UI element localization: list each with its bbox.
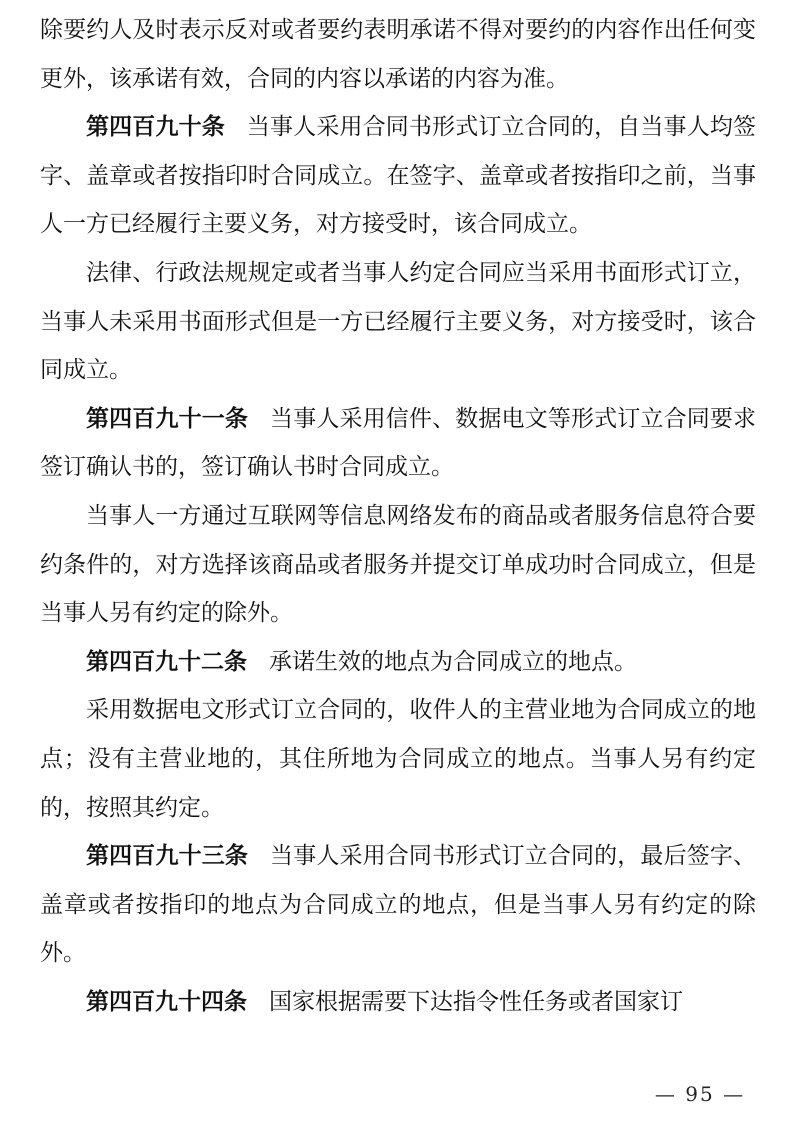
- article-number: 第四百九十二条: [86, 648, 247, 675]
- paragraph-text: 除要约人及时表示反对或者要约表明承诺不得对要约的内容作出任何变更外，该承诺有效，合同的内容以承诺的内容为准。: [40, 17, 756, 92]
- article-text: 国家根据需要下达指令性任务或者国家订: [269, 988, 683, 1015]
- article-493: [40, 832, 756, 978]
- article-number: 第四百九十条: [86, 114, 225, 141]
- paragraph-490-2: [40, 249, 756, 395]
- paragraph-text: 当事人一方通过互联网等信息网络发布的商品或者服务信息符合要约条件的，对方选择该商品或者服务并提交订单成功时合同成立，但是当事人另有约定的除外。: [40, 502, 756, 627]
- article-490: [40, 103, 756, 249]
- article-number: 第四百九十三条: [86, 843, 249, 870]
- article-494: [40, 978, 756, 1027]
- article-text: 当事人采用信件、数据电文等形式订立合同要求签订确认书的，签订确认书时合同成立。: [40, 405, 757, 481]
- paragraph-491-2: [40, 492, 756, 638]
- paragraph-text: 采用数据电文形式订立合同的，收件人的主营业地为合同成立的地点；没有主营业地的，其住所地为合同成立的地点。当事人另有约定的，按照其约定。: [40, 697, 756, 821]
- paragraph-continuation: [40, 6, 756, 103]
- paragraph-492-2: [40, 686, 756, 832]
- article-text: 承诺生效的地点为合同成立的地点。: [269, 648, 637, 675]
- paragraph-text: 法律、行政法规规定或者当事人约定合同应当采用书面形式订立，当事人未采用书面形式但是一方已经履行主要义务，对方接受时，该合同成立。: [40, 259, 756, 384]
- article-number: 第四百九十四条: [86, 988, 247, 1015]
- article-number: 第四百九十一条: [86, 405, 249, 432]
- article-text: 当事人采用合同书形式订立合同的，最后签字、盖章或者按指印的地点为合同成立的地点，但是当事人另有约定的除外。: [40, 843, 757, 967]
- article-491: [40, 395, 756, 492]
- article-text: 当事人采用合同书形式订立合同的，自当事人均签字、盖章或者按指印时合同成立。在签字、盖章或者按指印之前，当事人一方已经履行主要义务，对方接受时，该合同成立。: [40, 114, 757, 238]
- page-number: — 95 —: [654, 1082, 746, 1106]
- article-492: [40, 638, 756, 687]
- document-page: [40, 6, 756, 1026]
